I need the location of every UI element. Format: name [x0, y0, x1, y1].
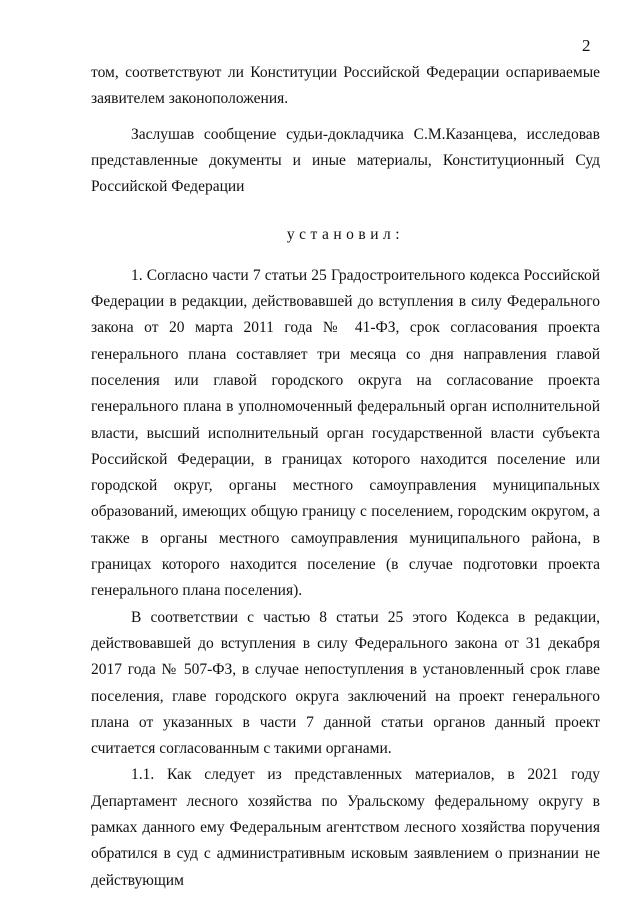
paragraph-1-1: 1.1. Как следует из представленных материалов, в 2021 году Департамент лесного хозяйства по Уральскому федеральному округу в рамках данного ему Федеральным агентством лесного хозяйства поручения обратился в суд с административным исковым заявлением о признании не действующим	[91, 766, 600, 889]
document-body	[91, 60, 600, 894]
paragraph-1: 1. Согласно части 7 статьи 25 Градостроительного кодекса Российской Федерации в редакции, действовавшей до вступления в силу Федерального закона от 20 марта 2011 года № 41-ФЗ, срок согласования проекта генерального плана составляет три месяца со дня направления главой поселения или главой городского округа на согласование проекта генерального плана в уполномоченный федеральный орган исполнительной власти, высший исполнительный орган государственной власти субъекта Российской Федерации, в границах которого находится поселение или городской округ, органы местного самоуправления муниципальных образований, имеющих общую границу с поселением, городским округом, а также в органы местного самоуправления муниципального района, в границах которого находится поселение (в случае подготовки проекта генерального плана поселения).	[91, 266, 600, 600]
page-number: 2	[582, 36, 591, 55]
paragraph-continuation: том, соответствуют ли Конституции Российской Федерации оспариваемые заявителем законоположения.	[91, 64, 600, 108]
paragraph-hearing: Заслушав сообщение судьи-докладчика С.М.Казанцева, исследовав представленные документы и иные материалы, Конституционный Суд Российской Федерации	[91, 125, 600, 196]
section-heading-established: установил:	[286, 226, 405, 244]
paragraph-part-8: В соответствии с частью 8 статьи 25 этого Кодекса в редакции, действовавшей до вступления в силу Федерального закона от 31 декабря 2017 года № 507-ФЗ, в случае непоступления в установленный срок главе поселения, главе городского округа заключений на проект генерального плана от указанных в части 7 данной статьи органов данный проект считается согласованным с такими органами.	[91, 608, 600, 758]
